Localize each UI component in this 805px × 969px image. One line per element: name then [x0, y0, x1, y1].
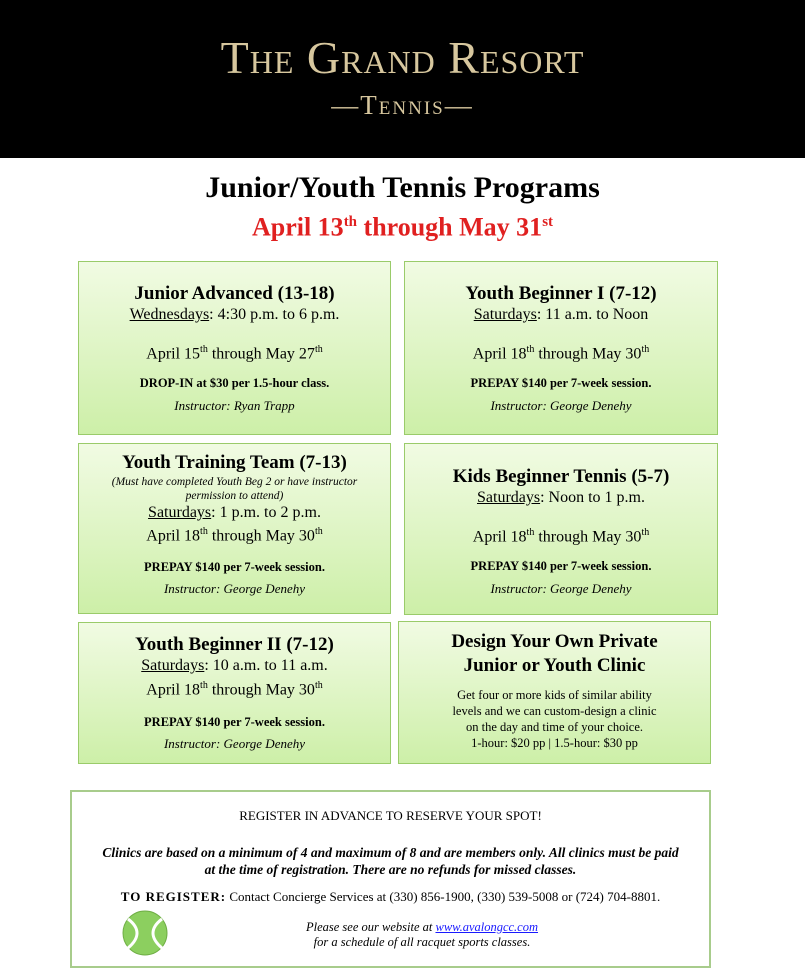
card-instructor: Instructor: George Denehy [163, 736, 306, 752]
card-date-range: April 15th through May 27th [146, 344, 323, 363]
card-date-range: April 18th through May 30th [472, 344, 650, 363]
card-schedule: Saturdays: Noon to 1 p.m. [477, 489, 645, 506]
card-title-line-1: Design Your Own Private [451, 631, 658, 652]
card-body-line-4: 1-hour: $20 pp | 1.5-hour: $30 pp [471, 736, 638, 750]
card-price: PREPAY $140 per 7-week session. [470, 559, 652, 574]
card-schedule: Saturdays: 10 a.m. to 11 a.m. [141, 657, 328, 674]
card-title-line-2: Junior or Youth Clinic [463, 655, 646, 676]
register-website: Please see our website at www.avalongcc.com for a schedule of all racquet sports classes. [305, 920, 539, 949]
card-title: Youth Beginner II (7-12) [135, 634, 334, 655]
card-price: PREPAY $140 per 7-week session. [470, 376, 652, 391]
register-policy: Clinics are based on a minimum of 4 and maximum of 8 and are members only. All clinics must be paid at the time of registration. There are no refunds for missed classes. [102, 845, 679, 877]
card-youth-beginner-1 [404, 261, 718, 435]
card-schedule: Saturdays: 1 p.m. to 2 p.m. [148, 504, 321, 521]
page-title: Junior/Youth Tennis Programs [205, 171, 600, 204]
card-note: (Must have completed Youth Beg 2 or have instructor permission to attend) [111, 476, 358, 502]
card-body-line-2: levels and we can custom-design a clinic [452, 704, 657, 718]
card-design-clinic [398, 621, 711, 764]
brand-title: The Grand Resort [220, 32, 585, 83]
brand-subtitle: —Tennis— [331, 90, 474, 120]
card-title: Junior Advanced (13-18) [134, 283, 335, 304]
card-title: Kids Beginner Tennis (5-7) [452, 466, 670, 487]
card-youth-training-team [78, 443, 391, 614]
card-kids-beginner [404, 443, 718, 615]
card-date-range: April 18th through May 30th [472, 527, 650, 546]
card-price: PREPAY $140 per 7-week session. [144, 560, 325, 575]
website-link[interactable]: www.avalongcc.com [435, 920, 539, 934]
card-instructor: Instructor: George Denehy [490, 581, 632, 597]
card-instructor: Instructor: Ryan Trapp [174, 398, 295, 414]
card-instructor: Instructor: George Denehy [163, 581, 306, 597]
card-date-range: April 18th through May 30th [146, 526, 323, 545]
card-body-line-1: Get four or more kids of similar ability [457, 688, 652, 702]
card-title: Youth Training Team (7-13) [122, 452, 347, 473]
card-schedule: Wednesdays: 4:30 p.m. to 6 p.m. [129, 306, 340, 323]
register-contact: TO REGISTER: Contact Concierge Services at (330) 856-1900, (330) 539-5008 or (724) 704-8801. [120, 889, 661, 904]
card-body-line-3: on the day and time of your choice. [465, 720, 644, 734]
card-junior-advanced [78, 261, 391, 435]
registration-box [70, 790, 711, 968]
register-headline: REGISTER IN ADVANCE TO RESERVE YOUR SPOT! [239, 808, 542, 823]
card-youth-beginner-2 [78, 622, 391, 764]
card-instructor: Instructor: George Denehy [490, 398, 632, 414]
card-title: Youth Beginner I (7-12) [465, 283, 657, 304]
card-price: PREPAY $140 per 7-week session. [144, 715, 325, 730]
card-date-range: April 18th through May 30th [146, 680, 323, 699]
card-price: DROP-IN at $30 per 1.5-hour class. [139, 376, 330, 391]
tennis-ball-icon [122, 910, 168, 956]
program-dates: April 13th through May 31st [251, 212, 554, 242]
header-banner [0, 0, 805, 158]
card-schedule: Saturdays: 11 a.m. to Noon [473, 306, 649, 323]
